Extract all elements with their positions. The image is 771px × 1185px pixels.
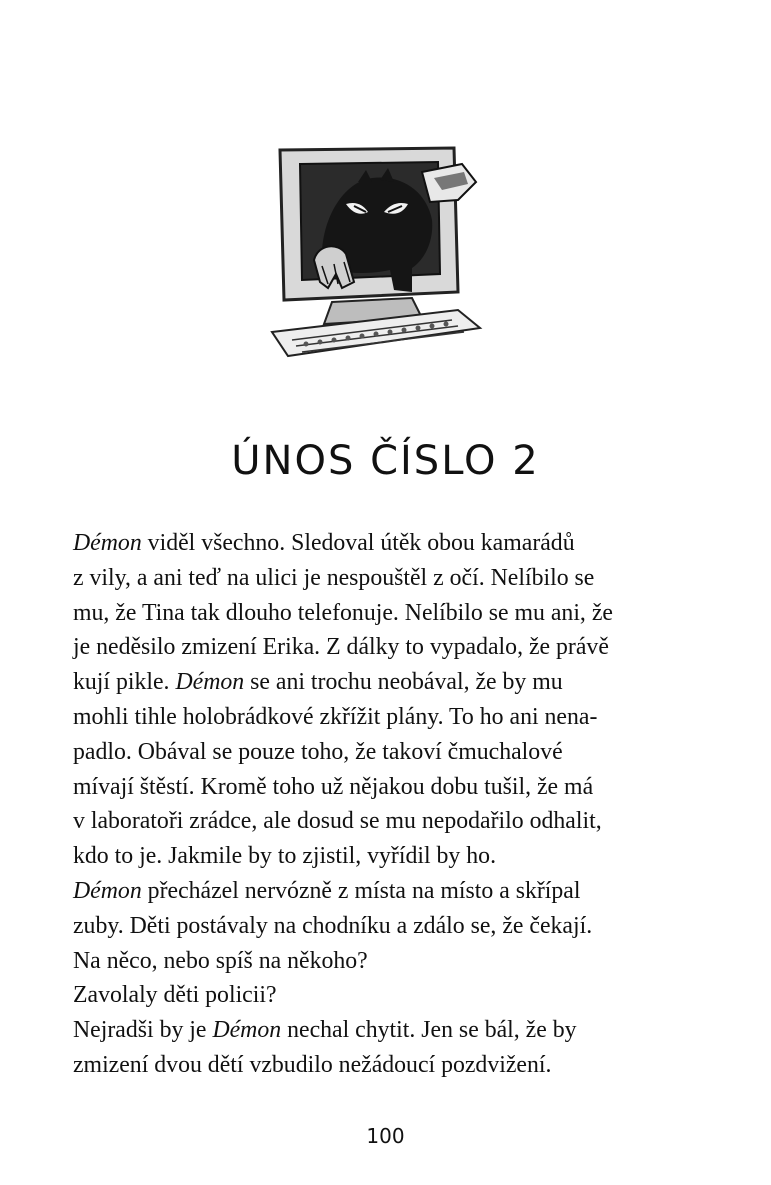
- text-line: je neděsilo zmizení Erika. Z dálky to vypadalo, že právě: [73, 634, 609, 661]
- text-line: padlo. Obával se pouze toho, že takoví čmuchalové: [73, 738, 563, 765]
- paragraph-2: [73, 874, 683, 978]
- emphasis-demon: Démon: [73, 530, 142, 556]
- text-line: zmizení dvou dětí vzbudilo nežádoucí pozdvižení.: [73, 1051, 552, 1078]
- text-line: Démon viděl všechno. Sledoval útěk obou kamarádů: [73, 530, 575, 556]
- paragraph-4: [73, 1013, 683, 1083]
- emphasis-demon: Démon: [175, 669, 245, 696]
- text-line: Zavolaly děti policii?: [73, 982, 277, 1009]
- text-line: mívají štěstí. Kromě toho už nějakou dobu tušil, že má: [73, 773, 594, 800]
- text-line: Nejradši by je Démon nechal chytit. Jen se bál, že by: [73, 1017, 577, 1044]
- emphasis-demon: Démon: [73, 877, 142, 904]
- text-line: mu, že Tina tak dlouho telefonuje. Nelíbilo se mu ani, že: [73, 599, 613, 626]
- text-line: kdo to je. Jakmile by to zjistil, vyřídil by ho.: [73, 843, 497, 870]
- text-line: Na něco, nebo spíš na někoho?: [73, 947, 368, 974]
- paragraph-1: [73, 526, 683, 874]
- text-line: z vily, a ani teď na ulici je nespouštěl z očí. Nelíbilo se: [73, 564, 595, 591]
- page-number: 100: [366, 1124, 405, 1148]
- text-line: kují pikle. Démon se ani trochu neobával, že by mu: [73, 669, 563, 696]
- paragraph-3: [73, 978, 683, 1013]
- text-line: mohli tihle holobrádkové zkřížit plány. To ho ani nena-: [73, 703, 598, 730]
- demon-computer-illustration: [262, 142, 498, 364]
- chapter-title: ÚNOS ČÍSLO 2: [231, 438, 540, 484]
- text-line: zuby. Děti postávaly na chodníku a zdálo se, že čekají.: [73, 912, 593, 939]
- chapter-body: [73, 526, 683, 1083]
- emphasis-demon: Démon: [212, 1017, 282, 1044]
- text-line: v laboratoři zrádce, ale dosud se mu nepodařilo odhalit,: [73, 808, 602, 835]
- text-line: Démon přecházel nervózně z místa na místo a skřípal: [73, 877, 581, 904]
